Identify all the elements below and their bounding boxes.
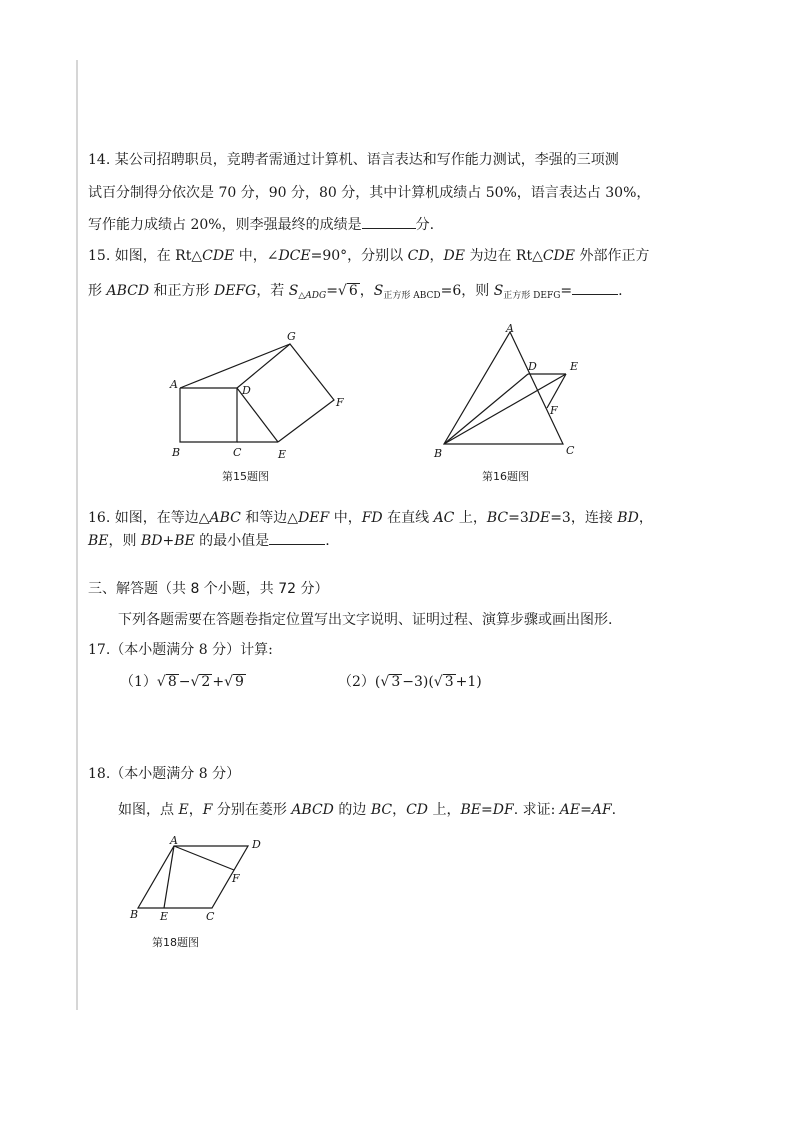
q15-eq6: =6，则 bbox=[440, 283, 494, 299]
q16-t2: ABC bbox=[209, 510, 241, 526]
fig15-label-d: D bbox=[242, 384, 251, 397]
q16-answer-blank[interactable] bbox=[269, 530, 325, 545]
q14-line1: 14. 某公司招聘职员，竞聘者需通过计算机、语言表达和写作能力测试，李强的三项测 bbox=[88, 152, 619, 168]
figure-18-caption: 第18题图 bbox=[152, 936, 199, 949]
fig15-label-g: G bbox=[287, 330, 296, 343]
q18-t4: F bbox=[202, 802, 213, 818]
fig15-label-a: A bbox=[170, 378, 178, 391]
q18-t2: E bbox=[178, 802, 189, 818]
q18-t14: DF bbox=[492, 802, 514, 818]
figure-16-svg bbox=[430, 322, 600, 462]
q17-sqrt3b: 3 bbox=[444, 674, 454, 690]
q18-t17: = bbox=[580, 802, 592, 818]
q18-t15: . 求证: bbox=[513, 802, 560, 818]
q16-u7: . bbox=[325, 533, 330, 549]
q16-t6: FD bbox=[361, 510, 383, 526]
q15-s2: S bbox=[373, 283, 384, 299]
figure-18 bbox=[126, 834, 266, 938]
q17-p2-a: ( bbox=[374, 674, 381, 690]
q16-line2 bbox=[88, 530, 330, 551]
section-3-title: 三、解答题（共 8 个小题，共 72 分） bbox=[88, 581, 329, 597]
q16-line1 bbox=[88, 508, 653, 528]
q15-u1: 形 bbox=[88, 283, 107, 299]
q18-t6: ABCD bbox=[291, 802, 334, 818]
q15-t8: DE bbox=[443, 248, 465, 264]
q16-u2: ，则 bbox=[108, 533, 141, 549]
figure-15-svg bbox=[166, 328, 366, 468]
q16-t14: BD bbox=[617, 510, 639, 526]
q16-t4: DEF bbox=[298, 510, 330, 526]
q15-eq1: = bbox=[326, 283, 338, 299]
fig16-label-b: B bbox=[434, 447, 443, 460]
q16-t15: ， bbox=[638, 510, 653, 526]
q17-head: 17.（本小题满分 8 分）计算: bbox=[88, 642, 273, 658]
q16-t9: 上， bbox=[454, 510, 487, 526]
q18-t11: 上， bbox=[428, 802, 461, 818]
q16-u5: BE bbox=[174, 533, 195, 549]
q18-head: 18.（本小题满分 8 分） bbox=[88, 766, 241, 782]
figure-15-caption: 第15题图 bbox=[222, 470, 269, 483]
q18-t13: = bbox=[481, 802, 493, 818]
q16-u4: + bbox=[162, 533, 175, 549]
q15-sub-abcd: 正方形 ABCD bbox=[383, 291, 441, 301]
q15-sub-defg: 正方形 DEFG bbox=[503, 291, 561, 301]
figure-16-caption: 第16题图 bbox=[482, 470, 529, 483]
fig18-label-e: E bbox=[160, 910, 169, 923]
q15-u2: ABCD bbox=[106, 283, 150, 299]
q15-s1: S bbox=[288, 283, 299, 299]
q18-t5: 分别在菱形 bbox=[212, 802, 292, 818]
q18-t1: 如图，点 bbox=[118, 802, 179, 818]
q17-sqrt9: 9 bbox=[235, 674, 244, 690]
fig18-label-d: D bbox=[252, 838, 261, 851]
q16-t5: 中， bbox=[329, 510, 362, 526]
fig15-label-e: E bbox=[278, 448, 287, 461]
q18-t7: 的边 bbox=[333, 802, 371, 818]
q15-t4: DCE bbox=[278, 248, 311, 264]
q17-part2: （2）(√ 3 −3)(√ 3 +1) bbox=[338, 674, 482, 690]
square-defg bbox=[237, 344, 334, 442]
fig15-label-c: C bbox=[233, 446, 242, 459]
q16-t7: 在直线 bbox=[382, 510, 434, 526]
segment-af bbox=[174, 846, 234, 870]
fig16-label-d: D bbox=[528, 360, 537, 373]
fig18-label-f: F bbox=[232, 872, 240, 885]
q15-t2: CDE bbox=[202, 248, 235, 264]
q15-u3: 和正方形 bbox=[149, 283, 214, 299]
q15-t9: 为边在 Rt△ bbox=[465, 248, 543, 264]
square-abcd bbox=[180, 388, 237, 442]
fig15-label-b: B bbox=[172, 446, 181, 459]
q14-answer-blank[interactable] bbox=[362, 214, 416, 229]
q18-t3: ， bbox=[188, 802, 203, 818]
q16-t10: BC bbox=[486, 510, 509, 526]
segment-ag bbox=[180, 344, 290, 388]
q16-t8: AC bbox=[433, 510, 455, 526]
q14-line3-text: 写作能力成绩占 20%，则李强最终的成绩是 bbox=[88, 217, 362, 233]
q15-u4: DEFG bbox=[213, 283, 257, 299]
q15-eq-end: = bbox=[560, 283, 573, 299]
q15-t7: ， bbox=[429, 248, 444, 264]
q15-s3: S bbox=[493, 283, 504, 299]
figure-15 bbox=[166, 328, 366, 472]
fig18-label-a: A bbox=[170, 834, 178, 847]
q15-end: . bbox=[618, 283, 623, 299]
fig18-label-b: B bbox=[130, 908, 139, 921]
segment-bd bbox=[444, 374, 528, 444]
figure-16 bbox=[430, 322, 600, 466]
fig16-label-e: E bbox=[570, 360, 579, 373]
q17-sqrt2: 2 bbox=[201, 674, 211, 690]
q15-t5: =90°，分别以 bbox=[310, 248, 408, 264]
figure-18-svg bbox=[126, 834, 266, 934]
q18-t12: BE bbox=[460, 802, 481, 818]
q15-line1 bbox=[88, 246, 649, 266]
q18-t18: AF bbox=[591, 802, 612, 818]
q14-line2: 试百分制得分依次是 70 分，90 分，80 分，其中计算机成绩占 50%，语言表达占 30%， bbox=[88, 185, 651, 201]
q17-p1-label: （1） bbox=[120, 674, 157, 690]
q15-t3: 中，∠ bbox=[234, 248, 279, 264]
q15-sub-adg: △ADG bbox=[298, 291, 327, 301]
q18-t9: ， bbox=[392, 802, 407, 818]
q17-p2-label: （2） bbox=[338, 674, 375, 690]
q16-t11: =3 bbox=[508, 510, 529, 526]
q18-t16: AE bbox=[559, 802, 581, 818]
q15-t1: 15. 如图，在 Rt△ bbox=[88, 248, 203, 264]
q15-t6: CD bbox=[407, 248, 430, 264]
fig15-label-f: F bbox=[336, 396, 344, 409]
q18-t10: CD bbox=[406, 802, 429, 818]
segment-be bbox=[444, 374, 566, 444]
q16-u1: BE bbox=[88, 533, 109, 549]
q17-part1: （1）√ 8 −√ 2 +√ 9 bbox=[120, 674, 244, 690]
q17-p2-c: +1) bbox=[455, 674, 482, 690]
scan-edge bbox=[76, 60, 78, 1010]
fig16-label-f: F bbox=[550, 404, 558, 417]
q15-t10: CDE bbox=[542, 248, 575, 264]
q16-t3: 和等边△ bbox=[240, 510, 299, 526]
q18-t8: BC bbox=[370, 802, 393, 818]
q16-t13: =3，连接 bbox=[550, 510, 618, 526]
q18-t19: . bbox=[611, 802, 617, 818]
fig16-label-c: C bbox=[566, 444, 575, 457]
q15-sqrt6: 6 bbox=[348, 283, 358, 299]
triangle-abc bbox=[444, 332, 563, 444]
fig16-label-a: A bbox=[506, 322, 514, 335]
q15-answer-blank[interactable] bbox=[572, 280, 618, 295]
q15-line2: 形 ABCD 和正方形 DEFG，若 $S_{\triangle ADG}=√$ 6 ，$S_{正方形 ABCD}=6$，则 $S_{正方形 DEFG}=$ . bbox=[88, 280, 623, 306]
q16-t12: DE bbox=[528, 510, 551, 526]
q18-body bbox=[118, 800, 616, 820]
q17-sqrt8: 8 bbox=[167, 674, 177, 690]
q14-line3-unit: 分. bbox=[415, 217, 435, 233]
q15-sep: ， bbox=[359, 283, 374, 299]
q17-plus: + bbox=[212, 674, 225, 690]
q16-t1: 16. 如图，在等边△ bbox=[88, 510, 210, 526]
q17-minus: − bbox=[178, 674, 191, 690]
q17-sqrt3a: 3 bbox=[391, 674, 401, 690]
q15-u5: ，若 bbox=[256, 283, 289, 299]
q15-t11: 外部作正方 bbox=[575, 248, 650, 264]
q16-u6: 的最小值是 bbox=[194, 533, 270, 549]
q16-u3: BD bbox=[140, 533, 163, 549]
q14-line3 bbox=[88, 214, 434, 235]
fig18-label-c: C bbox=[206, 910, 215, 923]
section-3-note: 下列各题需要在答题卷指定位置写出文字说明、证明过程、演算步骤或画出图形. bbox=[118, 612, 613, 628]
q17-p2-b: −3)( bbox=[402, 674, 434, 690]
